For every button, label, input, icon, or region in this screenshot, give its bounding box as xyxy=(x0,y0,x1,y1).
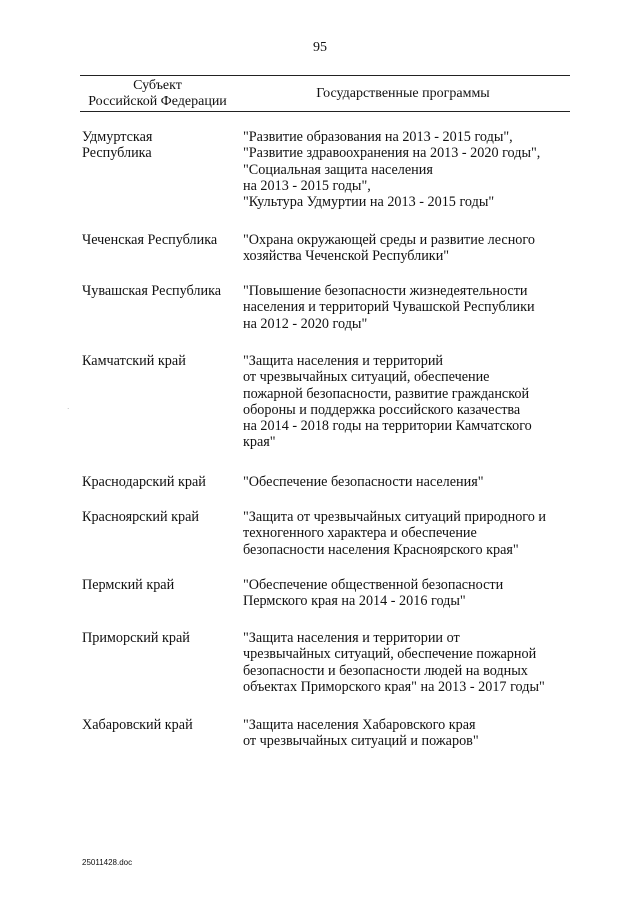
program-list xyxy=(243,717,583,750)
program-line: техногенного характера и обеспечение xyxy=(243,525,477,542)
region-name-line: Удмуртская xyxy=(82,129,153,145)
footer-filename: 25011428.doc xyxy=(82,858,133,867)
region-name-line: Красноярский край xyxy=(82,509,199,525)
region-name-line: Чувашская Республика xyxy=(82,283,222,299)
program-line: "Обеспечение общественной безопасности xyxy=(243,577,504,593)
region-name-line: Приморский край xyxy=(82,630,190,646)
program-line: "Охрана окружающей среды и развитие лесного xyxy=(243,232,535,248)
region-name-line: Хабаровский край xyxy=(82,717,193,733)
column-header-subject-line: Субъект xyxy=(133,78,182,93)
table-top-rule xyxy=(80,75,570,76)
program-line: объектах Приморского края" на 2013 - 2017 годы" xyxy=(243,678,545,695)
program-line: безопасности и безопасности людей на водных xyxy=(243,662,528,679)
region-name-line: Краснодарский край xyxy=(82,474,206,490)
program-line: "Культура Удмуртии на 2013 - 2015 годы" xyxy=(243,194,495,211)
program-line: "Обеспечение безопасности населения" xyxy=(243,474,484,490)
region-name xyxy=(82,353,237,369)
page-number: 95 xyxy=(313,40,327,55)
region-name-line: Пермский край xyxy=(82,577,175,593)
program-line: на 2013 - 2015 годы", xyxy=(243,177,371,194)
column-header-subject xyxy=(80,78,235,110)
program-list xyxy=(243,232,583,265)
program-line: Пермского края на 2014 - 2016 годы" xyxy=(243,593,466,610)
program-line: безопасности населения Красноярского края" xyxy=(243,541,519,558)
region-name xyxy=(82,283,237,299)
program-line: на 2014 - 2018 годы на территории Камчатского xyxy=(243,418,532,435)
region-name xyxy=(82,717,237,733)
region-name xyxy=(82,577,237,593)
program-line: "Защита населения и территории от xyxy=(243,630,460,646)
program-line: пожарной безопасности, развитие гражданской xyxy=(243,385,530,402)
program-list xyxy=(243,129,583,210)
program-line: "Защита населения и территорий xyxy=(243,353,444,369)
column-header-subject-line: Российской Федерации xyxy=(88,94,227,109)
region-name xyxy=(82,129,237,162)
program-line: населения и территорий Чувашской Республики xyxy=(243,299,535,316)
program-list xyxy=(243,474,583,490)
program-line: "Развитие здравоохранения на 2013 - 2020 годы", xyxy=(243,145,541,162)
region-name-line: Республика xyxy=(82,145,152,162)
column-header-programs: Государственные программы xyxy=(316,86,490,101)
table-header-rule xyxy=(80,111,570,112)
region-name xyxy=(82,630,237,646)
program-line: чрезвычайных ситуаций, обеспечение пожарной xyxy=(243,646,537,663)
program-list xyxy=(243,509,583,558)
program-line: "Социальная защита населения xyxy=(243,161,433,178)
program-list xyxy=(243,353,583,451)
program-line: края" xyxy=(243,434,276,451)
program-line: от чрезвычайных ситуаций и пожаров" xyxy=(243,733,479,750)
program-line: "Развитие образования на 2013 - 2015 годы", xyxy=(243,129,513,145)
program-line: "Защита от чрезвычайных ситуаций природного и xyxy=(243,509,547,525)
region-name xyxy=(82,474,237,490)
region-name xyxy=(82,232,237,248)
program-line: на 2012 - 2020 годы" xyxy=(243,315,368,332)
program-line: обороны и поддержка российского казачества xyxy=(243,401,521,418)
region-name-line: Чеченская Республика xyxy=(82,232,218,248)
program-list xyxy=(243,630,583,695)
program-line: "Повышение безопасности жизнедеятельности xyxy=(243,283,528,299)
program-list xyxy=(243,283,583,332)
region-name-line: Камчатский край xyxy=(82,353,186,369)
region-name xyxy=(82,509,237,525)
program-line: от чрезвычайных ситуаций, обеспечение xyxy=(243,369,490,386)
program-line: "Защита населения Хабаровского края xyxy=(243,717,476,733)
margin-mark: · xyxy=(67,405,70,413)
program-list xyxy=(243,577,583,610)
program-line: хозяйства Чеченской Республики" xyxy=(243,248,450,265)
